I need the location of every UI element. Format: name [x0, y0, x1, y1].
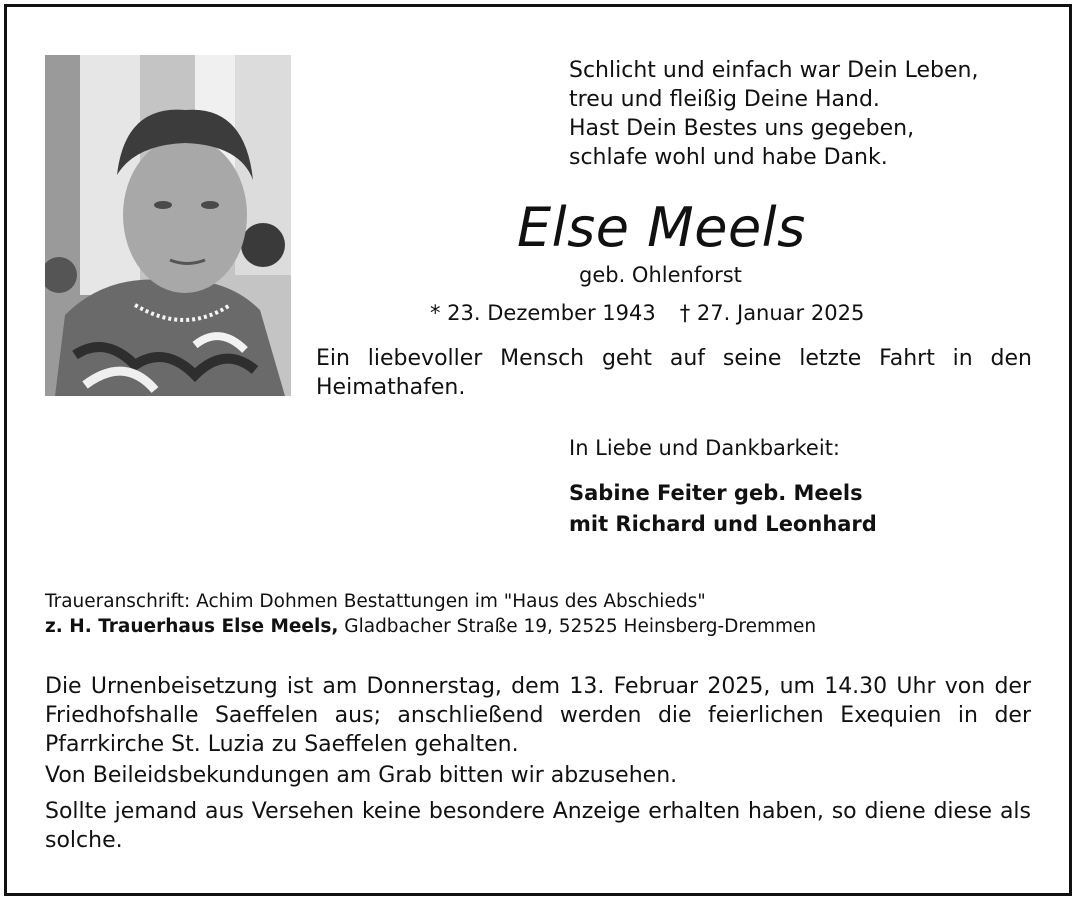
poem-line: treu und fleißig Deine Hand. [569, 87, 880, 112]
birth-date: * 23. Dezember 1943 [430, 301, 656, 325]
mourner-line: mit Richard und Leonhard [569, 512, 877, 536]
deceased-name: Else Meels [517, 196, 806, 259]
life-dates [430, 301, 864, 325]
mourning-address [45, 589, 816, 639]
portrait-photo [45, 55, 291, 396]
burial-notice: Die Urnenbeisetzung ist am Donnerstag, dem 13. Februar 2025, um 14.30 Uhr von der Friedhofshalle Saeffelen aus; anschließend werden die feierlichen Exequien in der Pfarrkirche St. Luzia zu Saeffelen gehalten. [45, 674, 1031, 757]
address-line: Traueranschrift: Achim Dohmen Bestattungen im "Haus des Abschieds" [45, 591, 706, 612]
voyage-text: Ein liebevoller Mensch geht auf seine letzte Fahrt in den Heimathafen. [316, 346, 1032, 400]
birth-name: geb. Ohlenforst [579, 263, 742, 287]
poem-line: schlafe wohl und habe Dank. [569, 145, 888, 170]
mourner-line: Sabine Feiter geb. Meels [569, 481, 863, 505]
poem [569, 56, 978, 172]
condolence-notice: Von Beileidsbekundungen am Grab bitten wir abzusehen. [45, 763, 678, 788]
mourners [569, 478, 877, 540]
no-notice-text: Sollte jemand aus Versehen keine besondere Anzeige erhalten haben, so diene diese als solche. [45, 799, 1031, 853]
address-line [45, 614, 816, 639]
poem-line: Hast Dein Bestes uns gegeben, [569, 116, 915, 141]
poem-line: Schlicht und einfach war Dein Leben, [569, 58, 979, 83]
death-date: † 27. Januar 2025 [679, 301, 865, 325]
closing-phrase: In Liebe und Dankbarkeit: [569, 436, 841, 460]
address-recipient: z. H. Trauerhaus Else Meels, [45, 616, 339, 637]
address-street: Gladbacher Straße 19, 52525 Heinsberg-Dremmen [338, 616, 817, 637]
